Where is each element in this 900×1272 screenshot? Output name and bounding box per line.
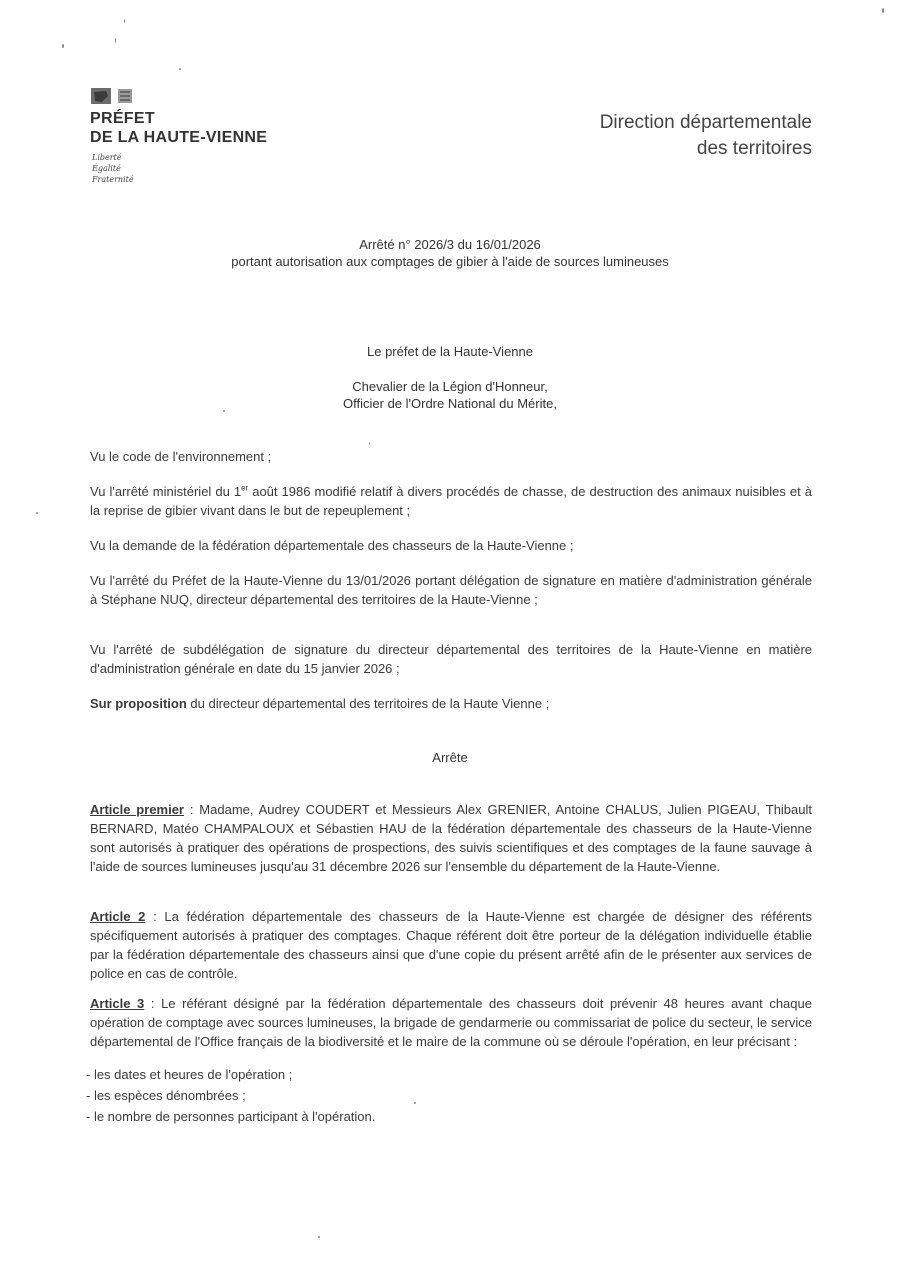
article-3 [90, 994, 812, 1051]
scan-speck [179, 68, 181, 70]
list-item: - les dates et heures de l'opération ; [86, 1067, 293, 1082]
honour-merite: Officier de l'Ordre National du Mérite, [343, 396, 557, 411]
article-3-list [86, 1064, 375, 1127]
arrete-heading: Arrête [432, 750, 468, 765]
marianne-logo-icon [90, 86, 150, 106]
authority-honours [0, 378, 900, 412]
honour-legion: Chevalier de la Légion d'Honneur, [352, 379, 548, 394]
visa-code-environnement: Vu le code de l'environnement ; [90, 449, 272, 464]
proposition-text: du directeur départemental des territoires de la Haute Vienne ; [186, 696, 550, 711]
article-3-text: : Le référant désigné par la fédération départementale des chasseurs doit prévenir 48 heures avant chaque opération de comptage avec sources lumineuses, la brigade de gendarmerie ou commissariat de police du secteur, le service départemental de l'Office français de la biodiversité et le maire de la commune où se déroule l'opération, en leur précisant : [90, 996, 812, 1049]
list-item: - le nombre de personnes participant à l'opération. [86, 1109, 376, 1124]
republic-motto [92, 152, 134, 185]
motto-fraternite: Fraternité [92, 175, 134, 184]
motto-liberte: Liberté [92, 153, 122, 162]
visa-subdelegation: Vu l'arrêté de subdélégation de signature du directeur départemental des territoires de la Haute-Vienne en matière d'administration générale en date du 15 janvier 2026 ; [90, 642, 812, 676]
scan-speck [318, 1236, 320, 1238]
article-1-text: : Madame, Audrey COUDERT et Messieurs Alex GRENIER, Antoine CHALUS, Julien PIGEAU, Thibault BERNARD, Matéo CHAMPALOUX et Sébastien HAU de la fédération départementale des chasseurs de la Haute-Vienne sont autorisés à pratiquer des opérations de prospections, des suivis scientifiques et des comptages de la faune sauvage à l'aide de sources lumineuses jusqu'au 31 décembre 2026 sur l'ensemble du département de la Haute-Vienne. [90, 802, 812, 874]
article-2-label: Article 2 [90, 909, 146, 924]
scan-speck [223, 410, 225, 412]
scan-speck [36, 512, 38, 514]
article-premier [90, 800, 812, 876]
authority-name: Le préfet de la Haute-Vienne [367, 344, 533, 359]
prefet-title [90, 109, 267, 147]
decree-title [0, 236, 900, 270]
list-item: - les espèces dénombrées ; [86, 1088, 246, 1103]
visa-2-start: Vu l'arrêté ministériel du 1 [90, 484, 242, 499]
article-2-text: : La fédération départementale des chasseurs de la Haute-Vienne est chargée de désigner des référents spécifiquement autorisés à pratiquer des comptages. Chaque référent doit être porteur de la délégation individuelle établie par la fédération départementale des chasseurs ainsi que d'une copie du présent arrêté afin de le présenter aux services de police en cas de contrôle. [90, 909, 812, 981]
visa-arrete-ministeriel [90, 482, 812, 520]
proposition-label: Sur proposition [90, 696, 187, 711]
scan-speck [124, 19, 125, 23]
prefet-line-1: PRÉFET [90, 110, 155, 127]
visa-2-sup: er [241, 483, 249, 493]
article-1-label: Article premier [90, 802, 184, 817]
issuing-department [600, 110, 812, 162]
motto-egalite: Égalité [92, 164, 121, 173]
direction-line-1: Direction départementale [599, 112, 812, 133]
visa-demande-federation: Vu la demande de la fédération départementale des chasseurs de la Haute-Vienne ; [90, 538, 574, 553]
visa-2-end: août 1986 modifié relatif à divers procédés de chasse, de destruction des animaux nuisibles et à la reprise de gibier vivant dans le but de repeuplement ; [90, 484, 812, 518]
scan-speck [115, 38, 116, 43]
scan-speck [369, 442, 370, 445]
direction-line-2: des territoires [696, 138, 812, 159]
scan-speck [414, 1102, 416, 1104]
scan-speck [882, 8, 884, 13]
proposition [90, 694, 812, 713]
article-3-label: Article 3 [90, 996, 145, 1011]
scan-speck [62, 44, 64, 48]
article-2 [90, 907, 812, 983]
decree-subject: portant autorisation aux comptages de gibier à l'aide de sources lumineuses [231, 254, 669, 269]
prefet-line-2: DE LA HAUTE-VIENNE [90, 129, 268, 146]
visa-delegation-signature: Vu l'arrêté du Préfet de la Haute-Vienne du 13/01/2026 portant délégation de signature en matière d'administration générale à Stéphane NUQ, directeur départemental des territoires de la Haute-Vienne ; [90, 573, 812, 607]
decree-number: Arrêté n° 2026/3 du 16/01/2026 [359, 237, 541, 252]
